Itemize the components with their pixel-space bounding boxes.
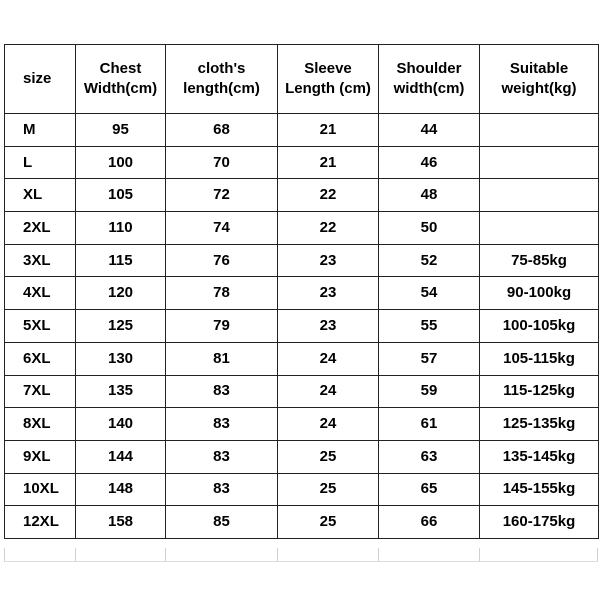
table-row — [5, 212, 599, 245]
cell-cloth-length: 68 — [166, 114, 278, 147]
cell-size: 2XL — [5, 212, 76, 245]
cell-sleeve-length: 22 — [278, 179, 379, 212]
cell-suitable-weight: 145-155kg — [480, 473, 599, 506]
cell-cloth-length: 70 — [166, 146, 278, 179]
size-chart — [4, 44, 599, 539]
cell-suitable-weight: 105-115kg — [480, 342, 599, 375]
cell-sleeve-length: 24 — [278, 342, 379, 375]
cell-shoulder-width: 66 — [379, 506, 480, 539]
cell-suitable-weight: 90-100kg — [480, 277, 599, 310]
cell-cloth-length: 83 — [166, 440, 278, 473]
cell-size: 10XL — [5, 473, 76, 506]
cell-sleeve-length: 23 — [278, 310, 379, 343]
cell-suitable-weight — [480, 114, 599, 147]
cell-cloth-length: 85 — [166, 506, 278, 539]
cell-shoulder-width: 63 — [379, 440, 480, 473]
cell-chest-width: 158 — [76, 506, 166, 539]
cell-shoulder-width: 50 — [379, 212, 480, 245]
header-cloth-length-line-2: length(cm) — [183, 80, 260, 97]
cell-cloth-length: 76 — [166, 244, 278, 277]
table-row — [5, 244, 599, 277]
header-sleeve-length — [278, 45, 379, 114]
cell-chest-width: 135 — [76, 375, 166, 408]
cell-shoulder-width: 46 — [379, 146, 480, 179]
header-size-line-1: size — [23, 70, 52, 87]
header-sleeve-length-line-1: Sleeve — [304, 60, 352, 77]
cell-shoulder-width: 52 — [379, 244, 480, 277]
gridline — [479, 548, 480, 562]
table-row — [5, 440, 599, 473]
gridline — [277, 548, 278, 562]
table-row — [5, 114, 599, 147]
table-row — [5, 473, 599, 506]
header-chest-width-line-1: Chest — [99, 60, 142, 77]
cell-chest-width: 115 — [76, 244, 166, 277]
table-row — [5, 277, 599, 310]
gridline — [4, 548, 5, 562]
cell-sleeve-length: 21 — [278, 114, 379, 147]
table-row — [5, 146, 599, 179]
cell-size: 12XL — [5, 506, 76, 539]
cell-chest-width: 120 — [76, 277, 166, 310]
cell-shoulder-width: 44 — [379, 114, 480, 147]
cell-cloth-length: 81 — [166, 342, 278, 375]
cell-sleeve-length: 25 — [278, 506, 379, 539]
cell-shoulder-width: 55 — [379, 310, 480, 343]
cell-suitable-weight: 75-85kg — [480, 244, 599, 277]
size-table — [4, 44, 599, 539]
spreadsheet-gridlines — [4, 548, 598, 562]
cell-chest-width: 125 — [76, 310, 166, 343]
table-row — [5, 506, 599, 539]
header-cloth-length-line-1: cloth's — [197, 60, 246, 77]
cell-size: L — [5, 146, 76, 179]
gridline — [4, 561, 598, 562]
header-suitable-weight — [480, 45, 599, 114]
header-sleeve-length-line-2: Length (cm) — [285, 80, 371, 97]
cell-shoulder-width: 54 — [379, 277, 480, 310]
cell-sleeve-length: 21 — [278, 146, 379, 179]
cell-chest-width: 148 — [76, 473, 166, 506]
cell-cloth-length: 83 — [166, 408, 278, 441]
gridline — [75, 548, 76, 562]
header-suitable-weight-line-1: Suitable — [509, 60, 569, 77]
cell-size: 7XL — [5, 375, 76, 408]
cell-sleeve-length: 22 — [278, 212, 379, 245]
gridline — [597, 548, 598, 562]
cell-cloth-length: 72 — [166, 179, 278, 212]
cell-size: XL — [5, 179, 76, 212]
table-row — [5, 342, 599, 375]
cell-suitable-weight: 135-145kg — [480, 440, 599, 473]
header-suitable-weight-line-2: weight(kg) — [501, 80, 577, 97]
gridline — [378, 548, 379, 562]
cell-size: 6XL — [5, 342, 76, 375]
cell-cloth-length: 83 — [166, 473, 278, 506]
cell-size: 4XL — [5, 277, 76, 310]
cell-suitable-weight: 160-175kg — [480, 506, 599, 539]
cell-cloth-length: 79 — [166, 310, 278, 343]
cell-shoulder-width: 48 — [379, 179, 480, 212]
cell-chest-width: 95 — [76, 114, 166, 147]
cell-sleeve-length: 23 — [278, 244, 379, 277]
cell-suitable-weight — [480, 146, 599, 179]
cell-size: 3XL — [5, 244, 76, 277]
cell-suitable-weight — [480, 212, 599, 245]
header-size — [5, 45, 76, 114]
cell-size: M — [5, 114, 76, 147]
cell-shoulder-width: 65 — [379, 473, 480, 506]
cell-cloth-length: 78 — [166, 277, 278, 310]
table-row — [5, 408, 599, 441]
cell-chest-width: 105 — [76, 179, 166, 212]
cell-size: 5XL — [5, 310, 76, 343]
cell-chest-width: 144 — [76, 440, 166, 473]
cell-size: 9XL — [5, 440, 76, 473]
cell-sleeve-length: 25 — [278, 473, 379, 506]
table-row — [5, 375, 599, 408]
cell-suitable-weight: 100-105kg — [480, 310, 599, 343]
cell-suitable-weight — [480, 179, 599, 212]
gridline — [165, 548, 166, 562]
header-cloth-length — [166, 45, 278, 114]
cell-size: 8XL — [5, 408, 76, 441]
header-chest-width-line-2: Width(cm) — [83, 80, 158, 97]
cell-sleeve-length: 25 — [278, 440, 379, 473]
cell-sleeve-length: 24 — [278, 408, 379, 441]
cell-chest-width: 140 — [76, 408, 166, 441]
header-shoulder-width-line-1: Shoulder — [396, 60, 462, 77]
header-row — [5, 45, 599, 114]
table-row — [5, 179, 599, 212]
cell-sleeve-length: 24 — [278, 375, 379, 408]
cell-chest-width: 110 — [76, 212, 166, 245]
cell-suitable-weight: 115-125kg — [480, 375, 599, 408]
header-shoulder-width — [379, 45, 480, 114]
header-shoulder-width-line-2: width(cm) — [393, 80, 465, 97]
cell-cloth-length: 83 — [166, 375, 278, 408]
cell-cloth-length: 74 — [166, 212, 278, 245]
header-chest-width — [76, 45, 166, 114]
cell-suitable-weight: 125-135kg — [480, 408, 599, 441]
cell-shoulder-width: 57 — [379, 342, 480, 375]
cell-sleeve-length: 23 — [278, 277, 379, 310]
table-row — [5, 310, 599, 343]
cell-chest-width: 130 — [76, 342, 166, 375]
cell-shoulder-width: 59 — [379, 375, 480, 408]
cell-shoulder-width: 61 — [379, 408, 480, 441]
cell-chest-width: 100 — [76, 146, 166, 179]
